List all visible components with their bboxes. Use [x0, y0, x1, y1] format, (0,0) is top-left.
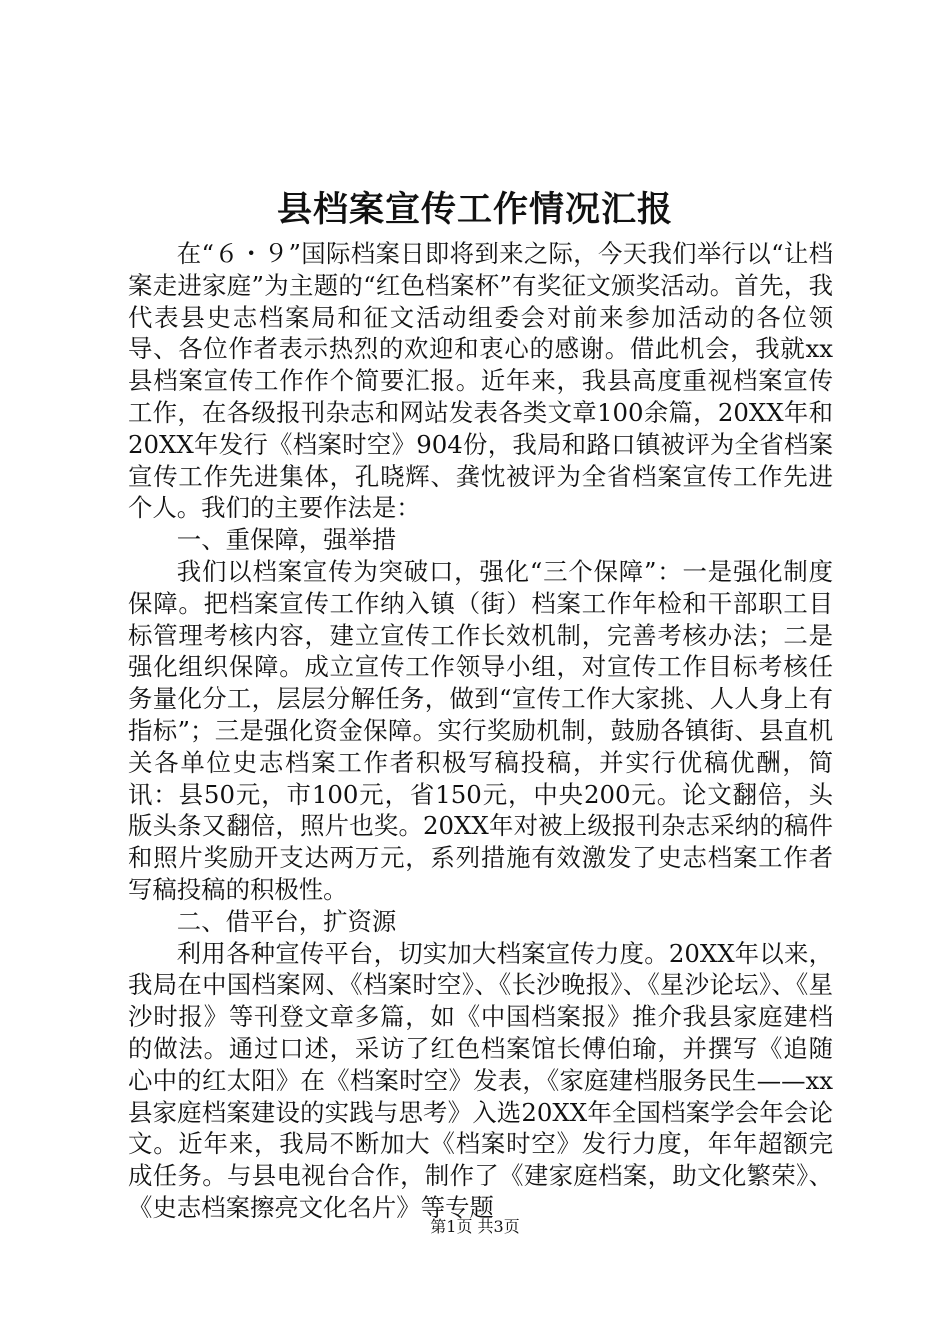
section-2-paragraph: 利用各种宣传平台，切实加大档案宣传力度。20XX年以来，我局在中国档案网、《档案时空》、《长沙晚报》、《星沙论坛》、《星沙时报》等刊登文章多篇，如《中国档案报》推介我县家庭建档的做法。通过口述，采访了红色档案馆长傅伯瑜，并撰写《追随心中的红太阳》在《档案时空》发表，《家庭建档服务民生——xx县家庭档案建设的实践与思考》入选20XX年全国档案学会年会论文。近年来，我局不断加大《档案时空》发行力度，年年超额完成任务。与县电视台合作，制作了《建家庭档案，助文化繁荣》、《史志档案擦亮文化名片》等专题 — [128, 938, 833, 1222]
section-heading-2: 二、借平台，扩资源 — [176, 906, 397, 936]
document-body — [128, 238, 833, 1224]
page-number-footer: 第1页 共3页 — [430, 1217, 520, 1236]
document-title: 县档案宣传工作情况汇报 — [276, 189, 673, 230]
section-heading-1: 一、重保障，强举措 — [176, 525, 397, 555]
intro-paragraph: 在“６・９”国际档案日即将到来之际，今天我们举行以“让档案走进家庭”为主题的“红色档案杯”有奖征文颁奖活动。首先，我代表县史志档案局和征文活动组委会对前来参加活动的各位领导、各位作者表示热烈的欢迎和衷心的感谢。借此机会，我就xx县档案宣传工作作个简要汇报。近年来，我县高度重视档案宣传工作，在各级报刊杂志和网站发表各类文章100余篇，20XX年和20XX年发行《档案时空》904份，我局和路口镇被评为全省档案宣传工作先进集体，孔晓辉、龚忱被评为全省档案宣传工作先进个人。我们的主要作法是： — [128, 239, 833, 523]
section-1-paragraph: 我们以档案宣传为突破口，强化“三个保障”：一是强化制度保障。把档案宣传工作纳入镇（街）档案工作年检和干部职工目标管理考核内容，建立宣传工作长效机制，完善考核办法；二是强化组织保障。成立宣传工作领导小组，对宣传工作目标考核任务量化分工，层层分解任务，做到“宣传工作大家挑、人人身上有指标”；三是强化资金保障。实行奖励机制，鼓励各镇街、县直机关各单位史志档案工作者积极写稿投稿，并实行优稿优酬，简讯：县50元，市100元，省150元，中央200元。论文翻倍，头版头条又翻倍，照片也奖。20XX年对被上级报刊杂志采纳的稿件和照片奖励开支达两万元，系列措施有效激发了史志档案工作者写稿投稿的积极性。 — [128, 556, 833, 904]
